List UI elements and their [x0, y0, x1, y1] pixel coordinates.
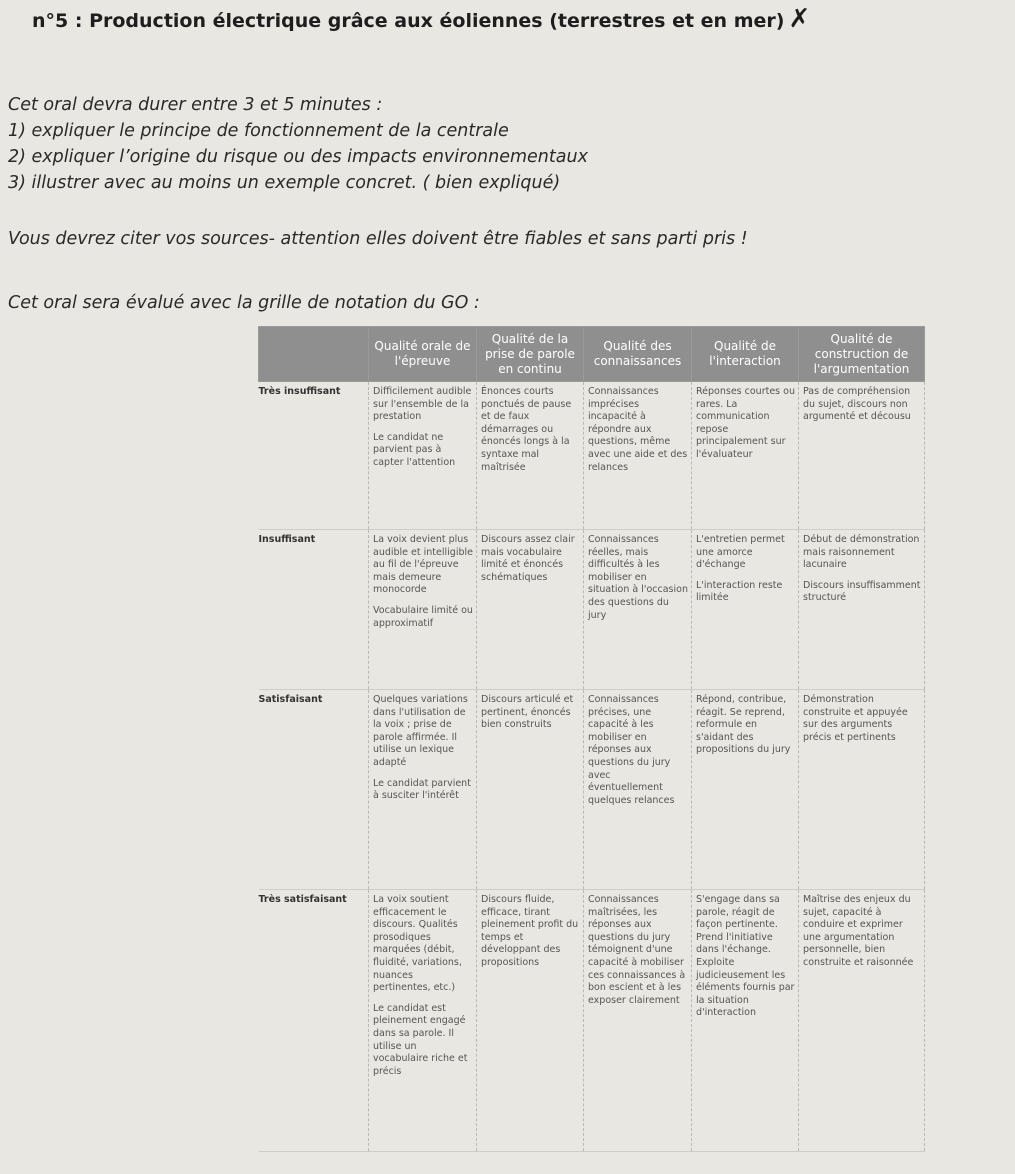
grid-cell: Connaissances réelles, mais difficultés à les mobiliser en situation à l'occasion des questions du jury	[584, 530, 692, 690]
grid-intro: Cet oral sera évalué avec la grille de notation du GO :	[8, 293, 480, 313]
grid-header-row	[259, 327, 925, 382]
cell-text: Difficilement audible sur l'ensemble de la prestation	[373, 386, 472, 423]
grading-grid	[258, 326, 925, 1152]
cell-text: Discours insuffisamment structuré	[803, 579, 921, 604]
document-title	[32, 4, 810, 34]
grid-row	[259, 382, 925, 530]
grid-cell	[369, 382, 477, 530]
grid-cell: S'engage dans sa parole, réagit de façon pertinente. Prend l'initiative dans l'échange. Exploite judicieusement les éléments fournis par la situation d'interaction	[692, 890, 799, 1152]
level-label: Satisfaisant	[259, 690, 369, 890]
cell-text: L'interaction reste limitée	[696, 579, 783, 604]
instruction-item-2: 2) expliquer l’origine du risque ou des impacts environnementaux	[8, 147, 588, 167]
grid-cell: Discours assez clair mais vocabulaire limité et énoncés schématiques	[477, 530, 584, 690]
cell-text: Le candidat parvient à susciter l'intérêt	[373, 777, 471, 802]
header-argumentation-quality: Qualité de construction de l'argumentation	[799, 327, 925, 382]
grid-cell: Maîtrise des enjeux du sujet, capacité à conduire et exprimer une argumentation personnelle, bien construite et raisonnée	[799, 890, 925, 1152]
grid-cell: Discours articulé et pertinent, énoncés bien construits	[477, 690, 584, 890]
level-label: Très insuffisant	[259, 382, 369, 530]
grid-cell: Énonces courts ponctués de pause et de faux démarrages ou énoncés longs à la syntaxe mal maîtrisée	[477, 382, 584, 530]
grid-cell	[369, 530, 477, 690]
cell-text: Début de démonstration mais raisonnement lacunaire	[803, 534, 920, 571]
duration-line: Cet oral devra durer entre 3 et 5 minutes :	[8, 95, 383, 115]
header-interaction-quality: Qualité de l'interaction	[692, 327, 799, 382]
cell-text: Le candidat est pleinement engagé dans sa parole. Il utilise un vocabulaire riche et précis	[373, 1002, 468, 1077]
grid-corner-cell	[259, 327, 369, 382]
grid-cell: Connaissances précises, une capacité à les mobiliser en réponses aux questions du jury avec éventuellement quelques relances	[584, 690, 692, 890]
grid-cell: Réponses courtes ou rares. La communication repose principalement sur l'évaluateur	[692, 382, 799, 530]
title-text: n°5 : Production électrique grâce aux éoliennes (terrestres et en mer)	[32, 10, 785, 32]
grid-row	[259, 890, 925, 1152]
grid-cell: Connaissances imprécises incapacité à répondre aux questions, même avec une aide et des relances	[584, 382, 692, 530]
instruction-item-3: 3) illustrer avec au moins un exemple concret. ( bien expliqué)	[8, 173, 561, 193]
header-oral-quality: Qualité orale de l'épreuve	[369, 327, 477, 382]
grid-row	[259, 690, 925, 890]
sources-warning: Vous devrez citer vos sources- attention elles doivent être fiables et sans parti pris !	[8, 229, 748, 249]
header-speech-quality: Qualité de la prise de parole en continu	[477, 327, 584, 382]
grid-cell: Répond, contribue, réagit. Se reprend, reformule en s'aidant des propositions du jury	[692, 690, 799, 890]
cross-mark-icon: ✗	[788, 4, 811, 34]
grid-cell: Démonstration construite et appuyée sur des arguments précis et pertinents	[799, 690, 925, 890]
cell-text: La voix devient plus audible et intelligible au fil de l'épreuve mais demeure monocorde	[373, 534, 473, 596]
cell-text: Quelques variations dans l'utilisation de la voix ; prise de parole affirmée. Il utilise un lexique adapté	[373, 694, 468, 768]
grid-cell: Discours fluide, efficace, tirant pleinement profit du temps et développant des propositions	[477, 890, 584, 1152]
grid-cell	[369, 890, 477, 1152]
grid-cell	[799, 530, 925, 690]
cell-text: Vocabulaire limité ou approximatif	[373, 604, 473, 629]
cell-text: L'entretien permet une amorce d'échange	[696, 534, 785, 571]
grid-row	[259, 530, 925, 690]
instruction-item-1: 1) expliquer le principe de fonctionnement de la centrale	[8, 121, 509, 141]
grid-cell	[369, 690, 477, 890]
cell-text: Le candidat ne parvient pas à capter l'attention	[373, 431, 456, 468]
grid-cell: Pas de compréhension du sujet, discours non argumenté et décousu	[799, 382, 925, 530]
instructions-block	[8, 92, 588, 196]
grid-cell	[692, 530, 799, 690]
header-knowledge-quality: Qualité des connaissances	[584, 327, 692, 382]
level-label: Insuffisant	[259, 530, 369, 690]
grid-cell: Connaissances maîtrisées, les réponses aux questions du jury témoignent d'une capacité à mobiliser ces connaissances à bon escient et à les exposer clairement	[584, 890, 692, 1152]
cell-text: La voix soutient efficacement le discours. Qualités prosodiques marquées (débit, fluidité, variations, nuances pertinentes, etc.)	[373, 894, 462, 994]
level-label: Très satisfaisant	[259, 890, 369, 1152]
